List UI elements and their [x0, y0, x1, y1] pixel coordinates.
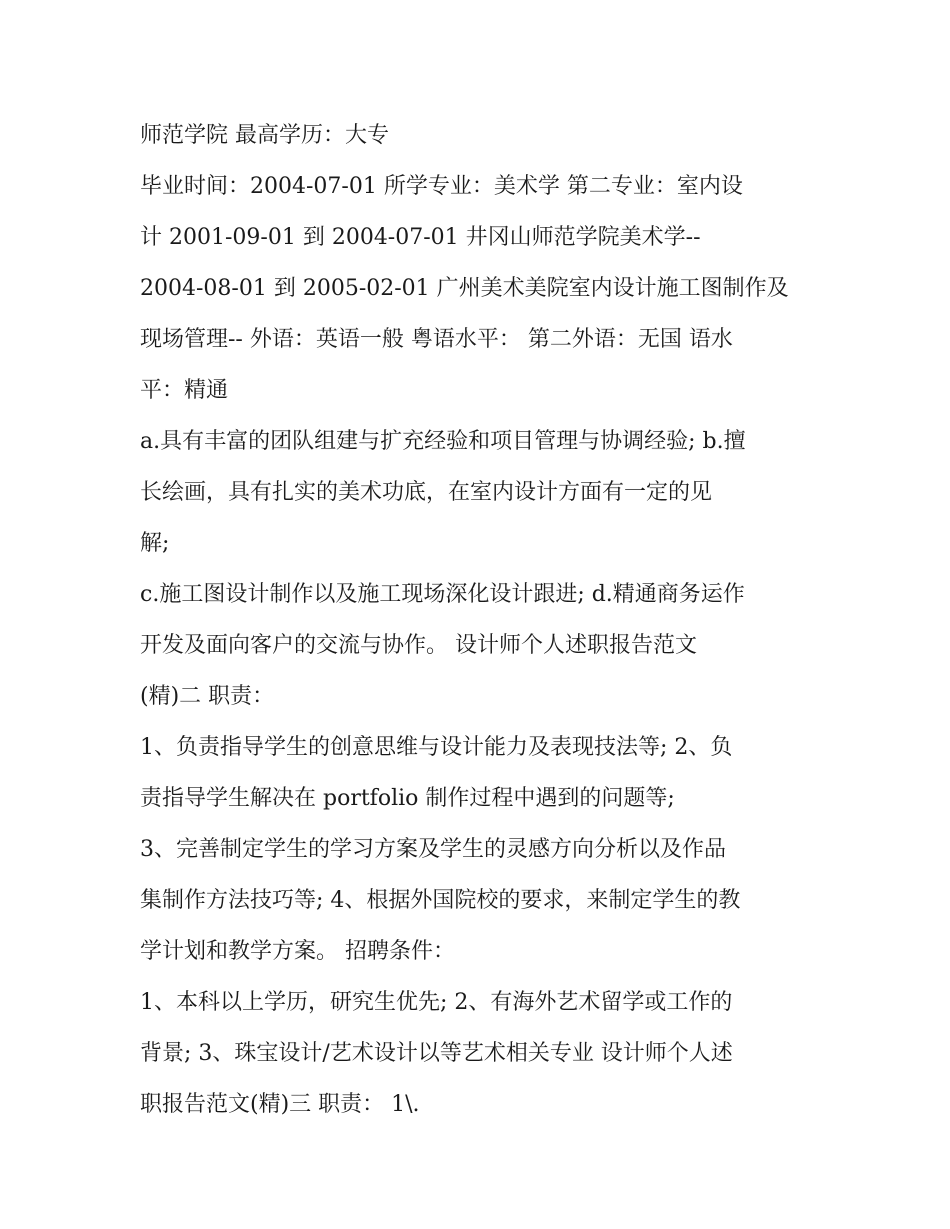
text-line: 长绘画，具有扎实的美术功底，在室内设计方面有一定的见	[140, 480, 713, 505]
text-line: 计 2001-09-01 到 2004-07-01 井冈山师范学院美术学--	[140, 225, 701, 250]
text-line: (精)二 职责：	[140, 684, 275, 709]
text-line: 职报告范文(精)三 职责： 1\.	[140, 1092, 420, 1117]
text-line: 师范学院 最高学历：大专	[140, 123, 389, 148]
text-line: 毕业时间：2004-07-01 所学专业：美术学 第二专业：室内设	[140, 174, 743, 199]
text-line: 开发及面向客户的交流与协作。 设计师个人述职报告范文	[140, 633, 697, 658]
text-line: 学计划和教学方案。 招聘条件：	[140, 939, 455, 964]
text-line: 责指导学生解决在 portfolio 制作过程中遇到的问题等;	[140, 786, 675, 811]
text-line: 2004-08-01 到 2005-02-01 广州美术美院室内设计施工图制作及	[140, 276, 789, 301]
text-line: 平：精通	[140, 378, 229, 403]
text-line: 解;	[140, 531, 170, 556]
text-line: 1、本科以上学历，研究生优先; 2、有海外艺术留学或工作的	[140, 990, 733, 1015]
text-line: 集制作方法技巧等; 4、根据外国院校的要求，来制定学生的教	[140, 888, 741, 913]
text-line: 现场管理-- 外语：英语一般 粤语水平： 第二外语：无国 语水	[140, 327, 733, 352]
text-line: 3、完善制定学生的学习方案及学生的灵感方向分析以及作品	[140, 837, 726, 862]
text-line: 背景; 3、珠宝设计/艺术设计以等艺术相关专业 设计师个人述	[140, 1041, 733, 1066]
text-line: a.具有丰富的团队组建与扩充经验和项目管理与协调经验; b.擅	[140, 429, 746, 454]
text-line: c.施工图设计制作以及施工现场深化设计跟进; d.精通商务运作	[140, 582, 745, 607]
document-body-text	[140, 110, 820, 1130]
text-line: 1、负责指导学生的创意思维与设计能力及表现技法等; 2、负	[140, 735, 733, 760]
